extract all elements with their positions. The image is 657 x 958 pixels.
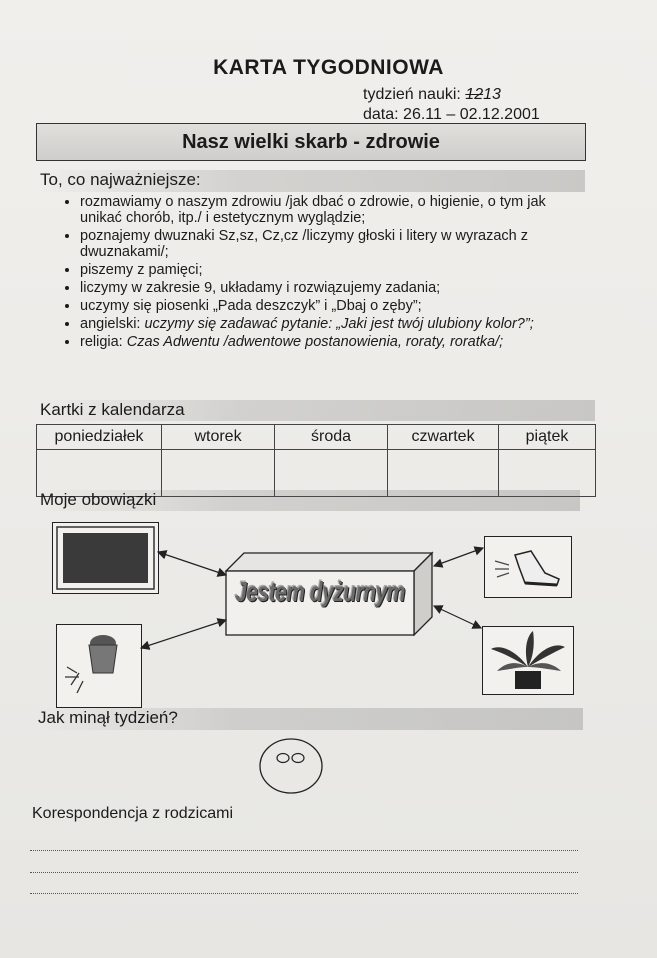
- chalkboard-frame: [52, 522, 159, 594]
- topic-banner: Nasz wielki skarb - zdrowie: [36, 123, 586, 161]
- date-label: data:: [363, 106, 399, 123]
- day-friday: piątek: [499, 425, 596, 450]
- list-item: • piszemy z pamięci;: [80, 262, 590, 278]
- day-thursday: czwartek: [388, 425, 499, 450]
- duty-box: [224, 551, 434, 636]
- list-item: [80, 334, 590, 350]
- calendar-heading: Kartki z kalendarza: [38, 400, 595, 421]
- shoe-frame: [484, 536, 572, 598]
- list-item: [80, 316, 590, 332]
- shoe-icon: [485, 537, 571, 597]
- week-current-number: 13: [483, 86, 501, 103]
- chalkboard-icon: [53, 523, 158, 593]
- list-item: • uczymy się piosenki „Pada deszczyk” i „Dbaj o zęby”;: [80, 298, 590, 314]
- plant-frame: [482, 626, 574, 695]
- most-important-list: [62, 194, 590, 352]
- week-summary-heading: Jak minął tydzień?: [36, 708, 583, 730]
- date-line: [363, 106, 540, 124]
- calendar-table: [36, 424, 596, 497]
- correspondence-line-3[interactable]: [30, 893, 578, 894]
- correspondence-line-2[interactable]: [30, 872, 578, 873]
- date-value: 26.11 – 02.12.2001: [403, 106, 540, 123]
- week-struck-number: 12: [465, 86, 484, 103]
- religion-label: religia:: [80, 334, 123, 350]
- waste-bin-icon: [57, 625, 141, 707]
- duty-label: Jestem dyżurnym: [235, 577, 405, 608]
- page-title: KARTA TYGODNIOWA: [213, 56, 444, 79]
- correspondence-line-1[interactable]: [30, 850, 578, 851]
- duties-heading: Moje obowiązki: [38, 490, 580, 511]
- list-item: • rozmawiamy o naszym zdrowiu /jak dbać o zdrowie, o higienie, o tym jak unikać chorób, itp./ i estetycznym wyglądzie;: [80, 194, 590, 226]
- english-label: angielski:: [80, 316, 141, 332]
- most-important-heading: To, co najważniejsze:: [38, 170, 585, 192]
- week-label: tydzień nauki:: [363, 86, 461, 103]
- day-monday: poniedziałek: [37, 425, 162, 450]
- english-text: uczymy się zadawać pytanie: „Jaki jest twój ulubiony kolor?”;: [144, 316, 534, 332]
- calendar-header-row: [37, 425, 596, 450]
- religion-text: Czas Adwentu /adwentowe postanowienia, roraty, roratka/;: [126, 334, 504, 350]
- correspondence-heading: Korespondencja z rodzicami: [32, 805, 233, 822]
- day-wednesday: środa: [275, 425, 388, 450]
- day-tuesday: wtorek: [162, 425, 275, 450]
- week-number: [363, 86, 501, 104]
- plant-icon: [483, 627, 573, 694]
- waste-bin-frame: [56, 624, 142, 708]
- face-icon[interactable]: [256, 736, 326, 796]
- list-item: • poznajemy dwuznaki Sz,sz, Cz,cz /liczymy głoski i litery w wyrazach z dwuznakami/;: [80, 228, 590, 260]
- list-item: • liczymy w zakresie 9, układamy i rozwiązujemy zadania;: [80, 280, 590, 296]
